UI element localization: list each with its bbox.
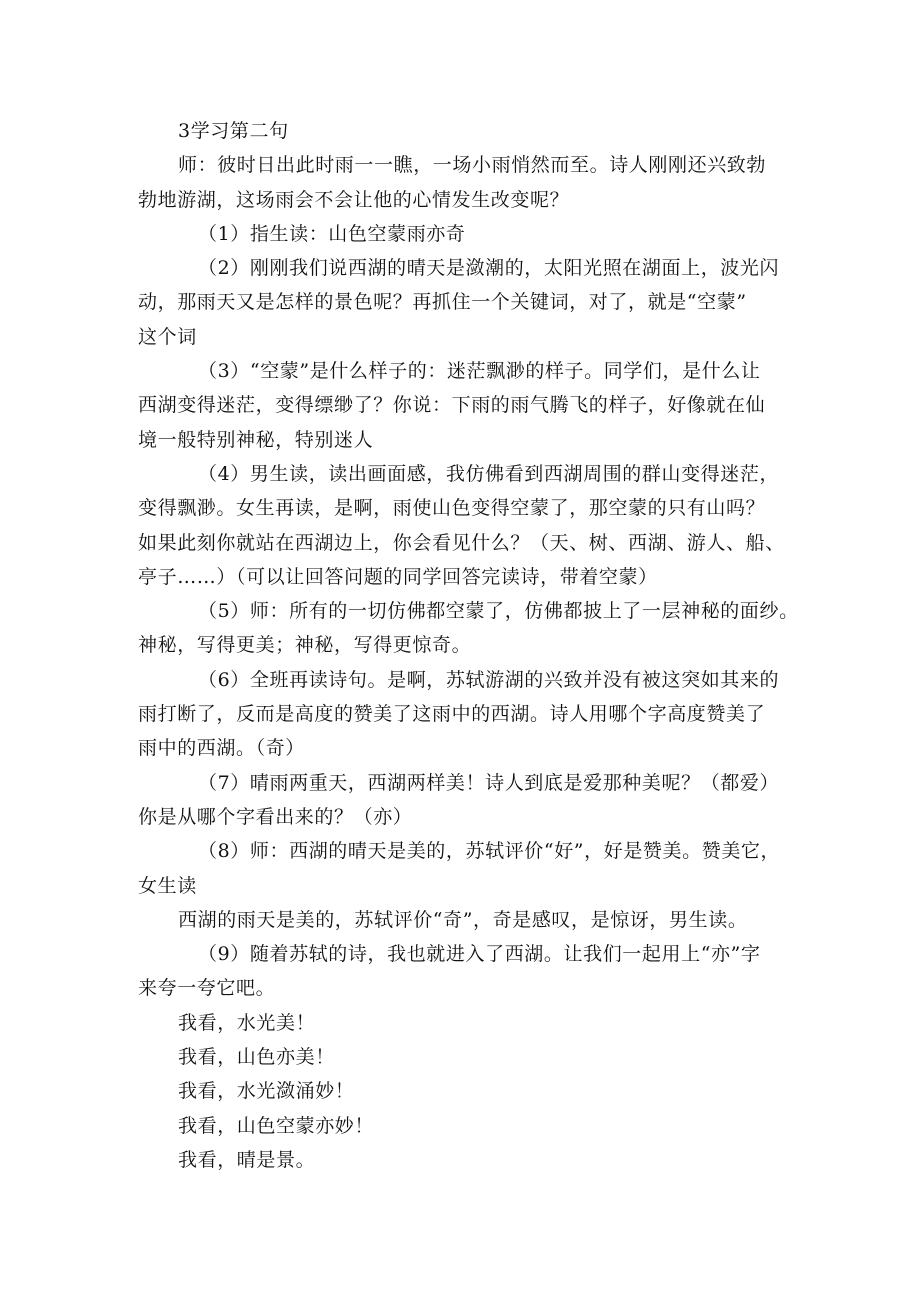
paragraph-line: （7）晴雨两重天，西湖两样美！诗人到底是爱那种美呢？（都爱） xyxy=(198,771,780,794)
paragraph-line: 雨中的西湖。（奇） xyxy=(138,737,305,760)
paragraph-line: 雨打断了，反而是高度的赞美了这雨中的西湖。诗人用哪个字高度赞美了 xyxy=(138,703,766,726)
paragraph-line: 我看，水光美！ xyxy=(178,1011,316,1034)
section-heading: 3学习第二句 xyxy=(178,120,289,142)
paragraph-line: 我看，山色亦美！ xyxy=(178,1046,335,1069)
paragraph-line: 动，那雨天又是怎样的景色呢？再抓住一个关键词，对了，就是“空蒙” xyxy=(138,291,747,314)
paragraph-line: 师：彼时日出此时雨一一瞧，一场小雨悄然而至。诗人刚刚还兴致勃 xyxy=(178,154,767,177)
paragraph-line: 勃地游湖，这场雨会不会让他的心情发生改变呢？ xyxy=(138,188,570,211)
paragraph-line: （4）男生读，读出画面感，我仿佛看到西湖周围的群山变得迷茫， xyxy=(198,462,780,485)
paragraph-line: 你是从哪个字看出来的？（亦） xyxy=(138,805,413,828)
paragraph-line: （5）师：所有的一切仿佛都空蒙了，仿佛都披上了一层神秘的面纱。 xyxy=(198,600,799,623)
paragraph-line: 西湖变得迷茫，变得缥缈了？你说：下雨的雨气腾飞的样子，好像就在仙 xyxy=(138,394,766,417)
paragraph-line: 我看，山色空蒙亦妙！ xyxy=(178,1114,375,1137)
paragraph-line: 神秘，写得更美；神秘，写得更惊奇。 xyxy=(138,634,472,657)
paragraph-line: 我看，水光潋涌妙！ xyxy=(178,1080,355,1103)
paragraph-line: 西湖的雨天是美的，苏轼评价“奇”，奇是感叹，是惊讶，男生读。 xyxy=(178,908,748,931)
paragraph-line: 我看，晴是景。 xyxy=(178,1148,316,1171)
paragraph-line: 这个词 xyxy=(138,325,197,348)
paragraph-line: 来夸一夸它吧。 xyxy=(138,977,276,1000)
paragraph-line: 如果此刻你就站在西湖边上，你会看见什么？（天、树、西湖、游人、船、 xyxy=(138,531,785,554)
paragraph-line: （3）“空蒙”是什么样子的：迷茫飘渺的样子。同学们，是什么让 xyxy=(198,360,761,383)
paragraph-line: 变得飘渺。女生再读，是啊，雨使山色变得空蒙了，那空蒙的只有山吗？ xyxy=(138,497,766,520)
paragraph-line: （6）全班再读诗句。是啊，苏轼游湖的兴致并没有被这突如其来的 xyxy=(198,668,780,691)
paragraph-line: （9）随着苏轼的诗，我也就进入了西湖。让我们一起用上“亦”字 xyxy=(198,943,761,966)
document-body xyxy=(138,114,798,1177)
paragraph-line: （1）指生读：山色空蒙雨亦奇 xyxy=(198,222,466,245)
paragraph-line: 境一般特别神秘，特别迷人 xyxy=(138,428,374,451)
paragraph-line: 亭子……）（可以让回答问题的同学回答完读诗，带着空蒙） xyxy=(138,565,658,588)
paragraph-line: （8）师：西湖的晴天是美的，苏轼评价“好”，好是赞美。赞美它， xyxy=(198,840,781,863)
paragraph-line: 女生读 xyxy=(138,874,197,897)
paragraph-line: （2）刚刚我们说西湖的晴天是潋潮的，太阳光照在湖面上，波光闪 xyxy=(198,257,780,280)
